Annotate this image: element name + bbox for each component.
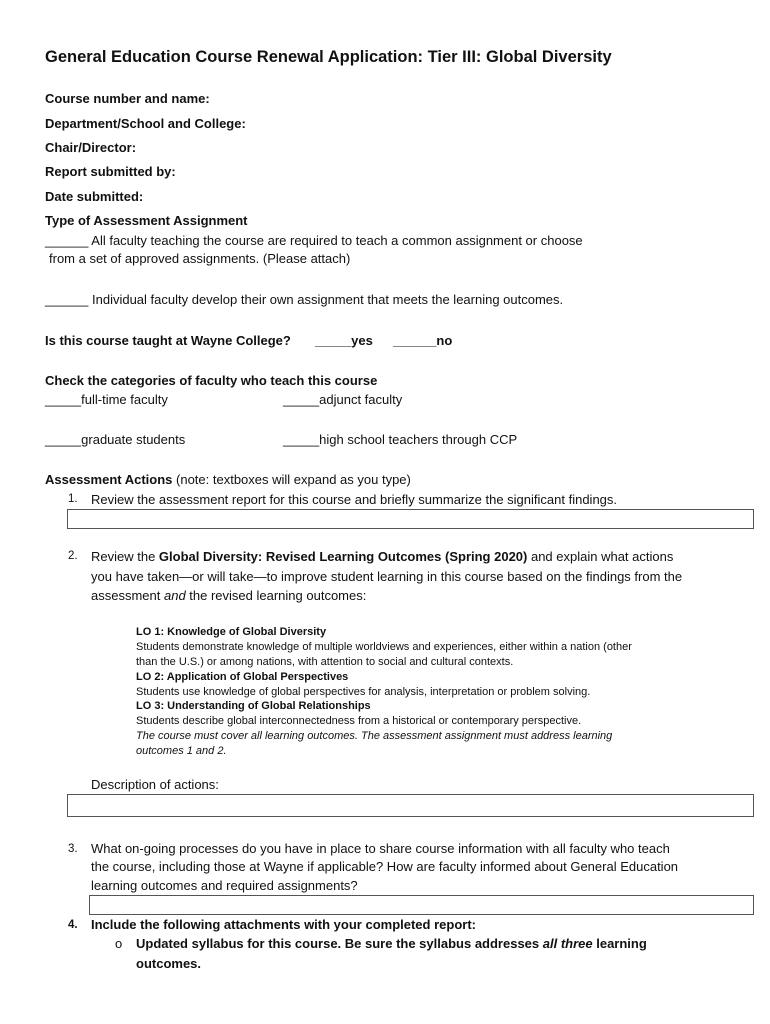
syllabus-line1 xyxy=(136,936,647,951)
lo3-title: LO 3: Understanding of Global Relationships xyxy=(136,700,371,712)
lo2-text: Students use knowledge of global perspectives for analysis, interpretation or problem solving. xyxy=(136,686,591,698)
description-label: Description of actions: xyxy=(91,777,219,792)
syllabus-line2: outcomes. xyxy=(136,956,202,971)
outcomes-note-line1: The course must cover all learning outcomes. The assessment assignment must address learning xyxy=(136,730,613,742)
description-textbox[interactable] xyxy=(67,794,754,817)
item2-pre: Review the xyxy=(91,549,159,564)
item3-number: 3. xyxy=(68,843,78,855)
fulltime-faculty-option[interactable]: _____full-time faculty xyxy=(45,392,168,407)
item2-post: and explain what actions xyxy=(527,549,674,564)
item3-line1: What on-going processes do you have in place to share course information with all faculty who teach xyxy=(91,841,670,856)
page-title: General Education Course Renewal Application: Tier III: Global Diversity xyxy=(45,48,612,66)
syllabus-post: learning xyxy=(592,936,647,951)
syllabus-italic: all three xyxy=(542,936,593,951)
syllabus-pre: Updated syllabus for this course. Be sure the syllabus addresses xyxy=(136,936,543,951)
assessment-option-common[interactable]: ______ All faculty teaching the course are required to teach a common assignment or choose xyxy=(45,233,583,248)
item2-line3 xyxy=(91,588,366,603)
lo1-text-line1: Students demonstrate knowledge of multiple worldviews and experiences, either within a nation (other xyxy=(136,641,632,653)
item2-line3-and: and xyxy=(163,588,186,603)
item3-line3: learning outcomes and required assignments? xyxy=(91,878,358,893)
wayne-yes-option[interactable]: _____yes xyxy=(315,333,373,348)
highschool-teachers-option[interactable]: _____high school teachers through CCP xyxy=(283,432,518,447)
item3-line2: the course, including those at Wayne if applicable? How are faculty informed about General Education xyxy=(91,859,679,874)
assessment-option-individual[interactable]: ______ Individual faculty develop their own assignment that meets the learning outcomes. xyxy=(45,292,564,307)
lo1-text-line2: than the U.S.) or among nations, with attention to social and cultural contexts. xyxy=(136,656,514,668)
faculty-heading: Check the categories of faculty who teach this course xyxy=(45,373,378,388)
item1-number: 1. xyxy=(68,493,78,505)
actions-note-text: (note: textboxes will expand as you type) xyxy=(172,472,411,487)
lo2-title: LO 2: Application of Global Perspectives xyxy=(136,671,349,683)
report-by-label: Report submitted by: xyxy=(45,164,176,179)
lo1-title: LO 1: Knowledge of Global Diversity xyxy=(136,626,327,638)
chair-label: Chair/Director: xyxy=(45,140,137,155)
item2-line1 xyxy=(91,549,673,564)
assessment-actions-heading xyxy=(45,472,411,487)
item2-line3-pre: assessment xyxy=(91,588,164,603)
item1-text: Review the assessment report for this course and briefly summarize the significant findings. xyxy=(91,492,618,507)
assessment-type-heading: Type of Assessment Assignment xyxy=(45,213,248,228)
assessment-option-common-cont: from a set of approved assignments. (Please attach) xyxy=(49,251,351,266)
bullet-marker: o xyxy=(115,936,123,951)
date-label: Date submitted: xyxy=(45,189,144,204)
item2-number: 2. xyxy=(68,550,78,562)
wayne-no-option[interactable]: ______no xyxy=(393,333,453,348)
findings-textbox[interactable] xyxy=(67,509,754,529)
actions-heading-text: Assessment Actions xyxy=(45,472,173,487)
wayne-question: Is this course taught at Wayne College? xyxy=(45,333,291,348)
item2-line2: you have taken—or will take—to improve student learning in this course based on the findings from the xyxy=(91,569,683,584)
department-label: Department/School and College: xyxy=(45,116,246,131)
item2-bold: Global Diversity: Revised Learning Outcomes (Spring 2020) xyxy=(158,549,528,564)
course-label: Course number and name: xyxy=(45,91,210,106)
item4-number: 4. xyxy=(68,919,78,931)
outcomes-note-line2: outcomes 1 and 2. xyxy=(136,745,227,757)
lo3-text: Students describe global interconnectedness from a historical or contemporary perspective. xyxy=(136,715,582,727)
adjunct-faculty-option[interactable]: _____adjunct faculty xyxy=(283,392,403,407)
processes-textbox[interactable] xyxy=(89,895,754,915)
graduate-students-option[interactable]: _____graduate students xyxy=(45,432,186,447)
item4-text: Include the following attachments with your completed report: xyxy=(91,917,476,932)
item2-line3-post: the revised learning outcomes: xyxy=(185,588,367,603)
